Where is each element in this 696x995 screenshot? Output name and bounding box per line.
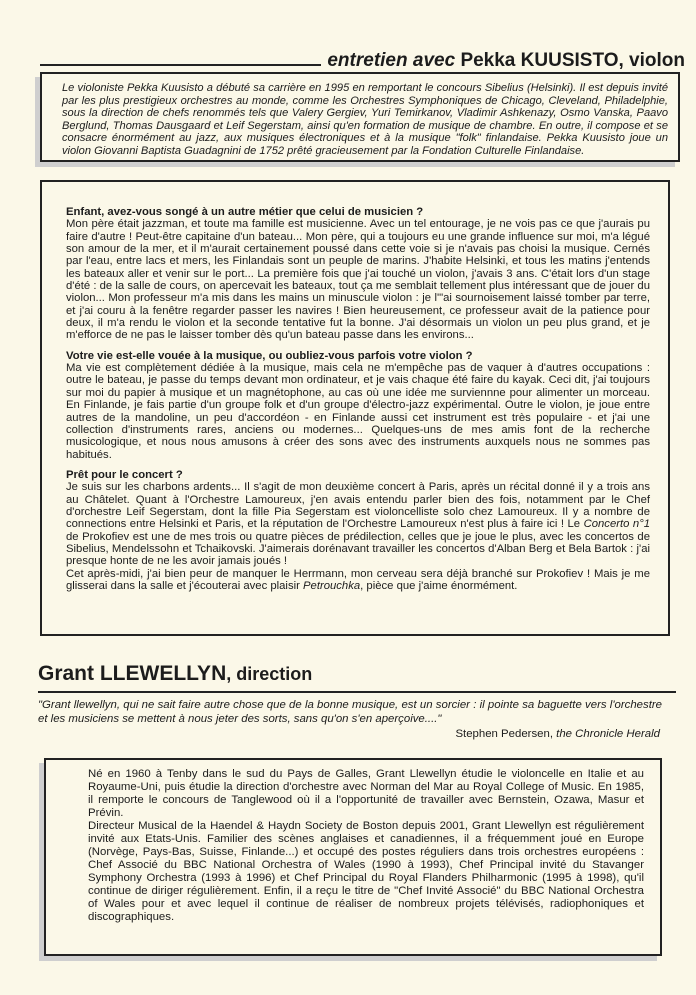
biography-box — [44, 758, 662, 956]
intro-text: Le violoniste Pekka Kuusisto a débuté sa carrière en 1995 en remportant le concours Sibelius (Helsinki). Il est depuis invité par les plus prestigieux orchestres au monde, comme les Orchestres Symphoniques de Chicago, Cleveland, Philadelphie, sous la direction de chefs renommés tels que Valery Gergiev, Yuri Temirkanov, Vladimir Ashkenazy, Osmo Vanska, Paavo Berglund, Thomas Dausgaard et Leif Segerstam, ainsi qu'en formation de musique de chambre. En outre, il compose et se consacre énormément au jazz, aux musiques électroniques et à la musique "folk" finlandaise. Pekka Kuusisto joue un violon Giovanni Baptista Guadagnini de 1752 prêté gracieusement par la Fondation Culturelle Finlandaise. — [62, 82, 668, 157]
conductor-name: Grant LLEWELLYN — [38, 662, 227, 685]
interview-heading — [327, 50, 685, 72]
answer-3-text-c: Cet après-midi, j'ai bien peur de manquer le Herrmann, mon cerveau sera déjà branché sur Prokofiev ! Mais je me glisserai dans la salle et j'écouterai avec plaisir — [66, 567, 650, 592]
attribution-name: Stephen Pedersen, — [455, 728, 557, 740]
press-quote: "Grant llewellyn, qui ne sait faire autre chose que de la bonne musique, est un sorcier : il pointe sa baguette vers l'orchestre et les musiciens se mettent à nous jeter des sorts, sans qu'on s'en aperçoive...." — [38, 699, 662, 725]
heading-role: , violon — [618, 50, 685, 71]
conductor-heading — [38, 662, 678, 686]
conductor-role: , direction — [226, 664, 313, 684]
answer-3 — [66, 481, 650, 567]
intro-box — [40, 72, 680, 162]
heading-name: Pekka KUUSISTO — [460, 50, 619, 71]
biography-paragraph-1: Né en 1960 à Tenby dans le sud du Pays de Galles, Grant Llewellyn étudie le violoncelle en Italie et au Royaume-Uni, puis étudie la direction d'orchestre avec Norman del Mar au Royal College of Music. En 1985, il remporte le concours de Tanglewood où il a l'opportunité de travailler avec Bernstein, Ozawa, Masur et Prévin. — [88, 768, 644, 819]
quote-attribution — [455, 727, 660, 741]
answer-2: Ma vie est complètement dédiée à la musique, mais cela ne m'empêche pas de vaquer à d'autres occupations : outre le bateau, je passe du temps devant mon ordinateur, et je vais chaque été faire du kayak. Ceci dit, j'ai toujours sur moi du papier à musique et un magnétophone, au cas où une idée me surviennne pour alimenter un morceau. En Finlande, je fais partie d'un groupe folk et d'un groupe d'électro-jazz expérimental. Outre le violon, je joue entre autres de la mandoline, un peu d'accordéon - en Finlande aussi cet instrument est très populaire - et j'ai une collection d'instruments rares, anciens ou modernes... Quelques-uns de mes amis font de la recherche musicologique, et nous nous amusons à créer des sons avec des instruments auxquels nous ne sommes pas habitués. — [66, 362, 650, 461]
answer-1: Mon père était jazzman, et toute ma famille est musicienne. Avec un tel entourage, je ne vois pas ce que j'aurais pu faire d'autre ! Peut-être capitaine d'un bateau... Mon père, qui a toujours eu une grande influence sur moi, m'a légué son amour de la mer, et il m'aurait certainement poussé dans cette voie si je n'avais pas choisi la musique. Cernés par l'eau, entre lacs et mers, les Finlandais sont un peuple de marins. J'habite Helsinki, et tous les matins j'entends les bateaux aller et venir sur le port... La première fois que j'ai touché un violon, j'avais 3 ans. C'était lors d'un stage d'été : de la salle de cours, on apercevait les bateaux, tout ça me semblait tellement plus intéressant que de jouer du violon... Mon professeur m'a mis dans les mains un minuscule violon : je l'"ai sournoisement laissé tomber par terre, et j'ai couru à la fenêtre regarder passer les navires ! Bien heureusement, ce professeur avait de la patience pour deux, il m'a rendu le violon et la seconde tentative fut la bonne. J'ai désormais un violon un peu plus grand, et je m'efforce de ne pas le laisser tomber dès qu'un bateau passe dans les environs... — [66, 218, 650, 342]
answer-3-text-b: de Prokofiev est une de mes trois ou quatre pièces de prédilection, celles que je joue le plus, avec les concertos de Sibelius, Mendelssohn et Tchaikovski. J'aimerais dorénavant travailler les concertos d'Alban Berg et Bela Bartok : j'ai presque honte de ne les avoir jamais joués ! — [66, 530, 650, 568]
answer-3-text-d: , pièce que j'aime énormément. — [360, 579, 518, 592]
conductor-heading-rule — [38, 691, 676, 693]
heading-rule — [40, 64, 321, 66]
answer-3-continued — [66, 568, 650, 593]
question-1: Enfant, avez-vous songé à un autre métier que celui de musicien ? — [66, 206, 424, 218]
interview-heading-row — [40, 50, 685, 72]
heading-prefix: entretien avec — [327, 50, 456, 71]
question-2: Votre vie est-elle vouée à la musique, ou oubliez-vous parfois votre violon ? — [66, 349, 473, 362]
answer-3-text-a: Je suis sur les charbons ardents... Il s'agit de mon deuxième concert à Paris, après un récital donné il y a trois ans au Châtelet. Quant à l'Orchestre Lamoureux, j'en avais entendu parler bien des fois, notamment par le Chef d'orchestre Leif Segerstam, dont la fille Pia Segerstam est violoncelliste solo chez Lamoureux. Il y a nombre de connections entre Helsinki et Paris, et la réputation de l'Orchestre Lamoureux n'est plus à faire ici ! Le — [66, 481, 650, 531]
interview-box — [40, 180, 670, 636]
biography-paragraph-2: Directeur Musical de la Haendel & Haydn Society de Boston depuis 2001, Grant Llewellyn est régulièrement invité aux Etats-Unis. Familier des scènes anglaises et canadiennes, il a fréquemment joué en Europe (Norvège, Pays-Bas, Suisse, Finlande...) et occupé des postes réguliers dans trois orchestres européens : Chef Associé du BBC National Orchestra of Wales (1990 à 1993), Chef Principal invité du Stavanger Symphony Orchestra (1993 à 1996) et Chef Principal du Royal Flanders Philharmonic (1995 à 1998), qu'il continue de diriger régulièrement. Enfin, il a reçu le titre de "Chef Invité Associé" du BBC National Orchestra of Wales pour et avec lequel il continue de réaliser de nombreux projets télévisés, radiophoniques et discographiques. — [88, 820, 644, 923]
conductor-heading-row — [38, 662, 678, 686]
concerto-title: Concerto n°1 — [583, 518, 651, 531]
petrouchka-title: Petrouchka — [303, 579, 361, 592]
question-3: Prêt pour le concert ? — [66, 468, 183, 481]
attribution-source: the Chronicle Herald — [556, 728, 660, 740]
